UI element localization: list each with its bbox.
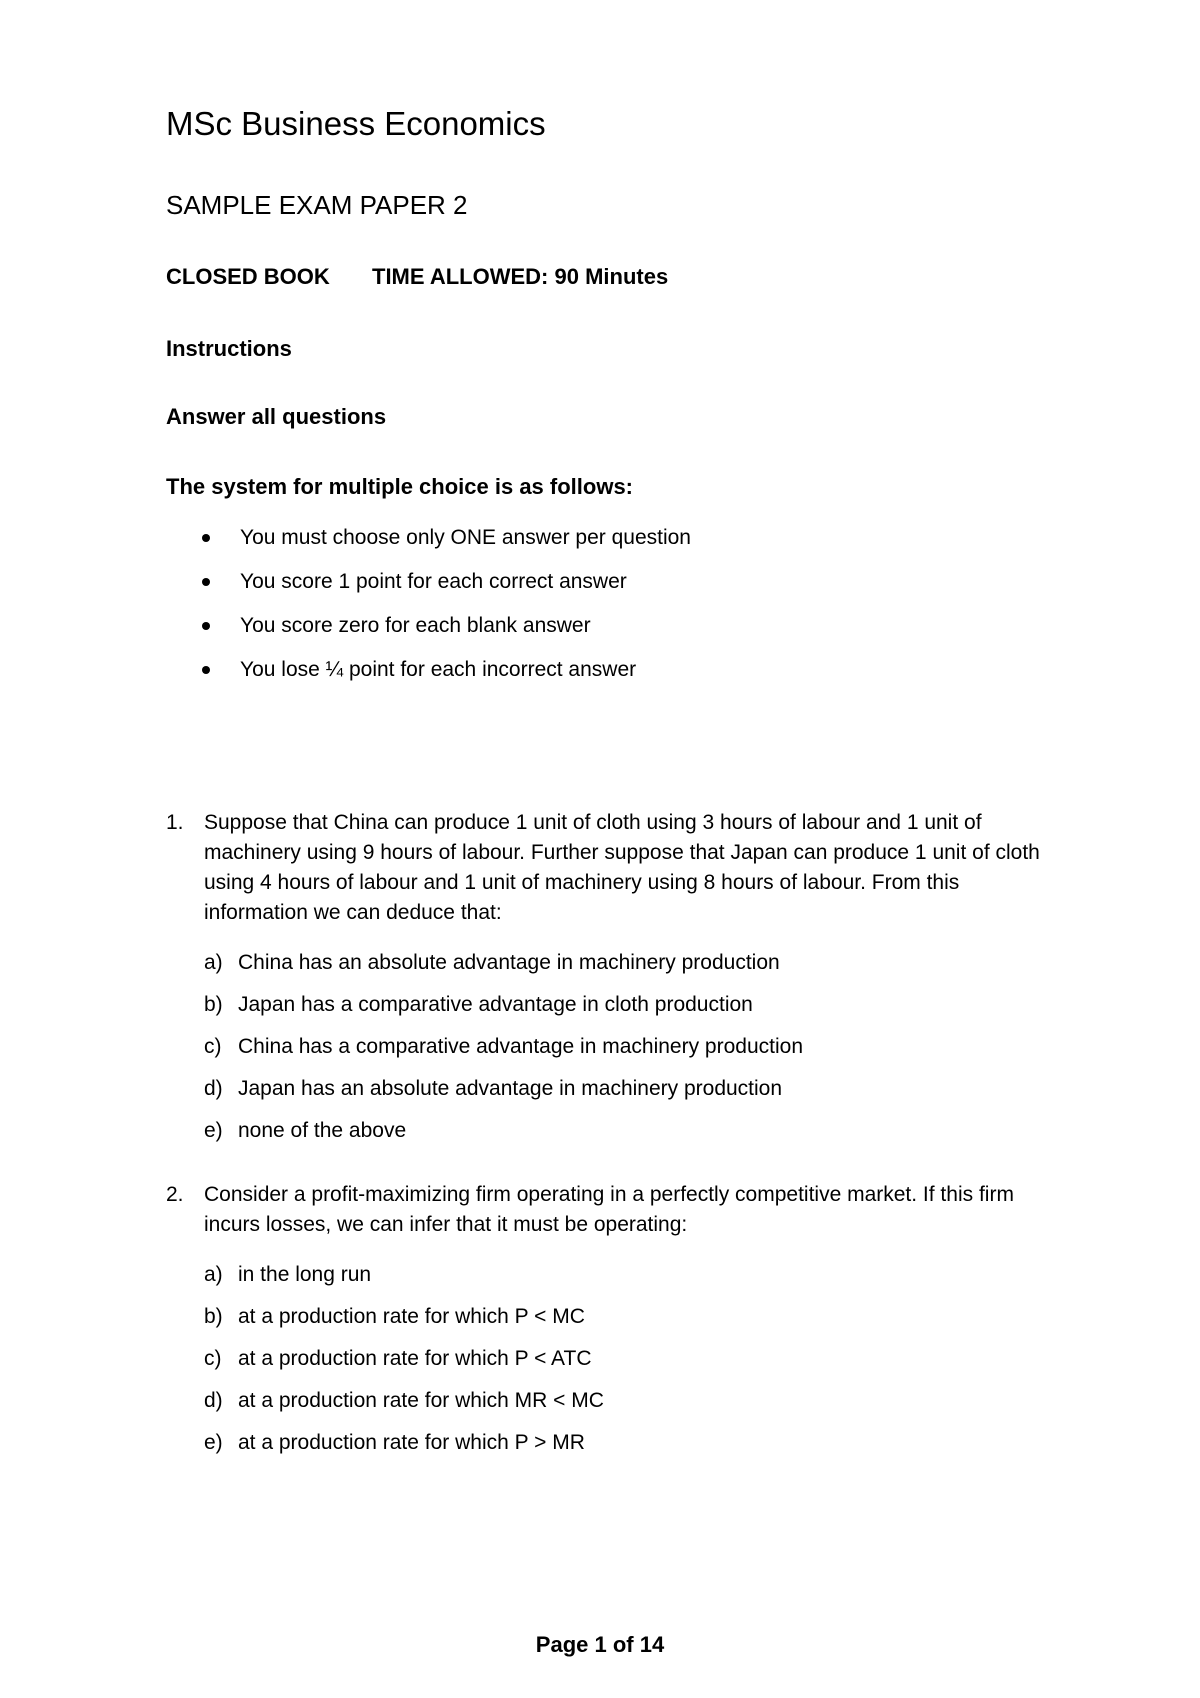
option-text: China has an absolute advantage in machinery production bbox=[238, 951, 780, 974]
scoring-rule-text: You must choose only ONE answer per question bbox=[240, 526, 691, 549]
option-text: China has a comparative advantage in machinery production bbox=[238, 1035, 804, 1058]
option-text: in the long run bbox=[238, 1263, 372, 1286]
closed-book-label: CLOSED BOOK bbox=[166, 264, 330, 289]
scoring-rule bbox=[196, 516, 691, 560]
document-title: MSc Business Economics bbox=[166, 105, 546, 142]
question-text: Suppose that China can produce 1 unit of cloth using 3 hours of labour and 1 unit of machinery using 9 hours of labour. Further suppose that Japan can produce 1 unit of cloth using 4 hours of labour and 1 unit of machinery using 8 hours of labour. From this information we can deduce that: bbox=[204, 811, 1040, 924]
option-text: at a production rate for which P < MC bbox=[238, 1305, 585, 1328]
question-text: Consider a profit-maximizing firm operating in a perfectly competitive market. If this firm incurs losses, we can infer that it must be operating: bbox=[204, 1183, 1014, 1236]
question-stem bbox=[166, 1180, 1046, 1240]
option-letter: e) bbox=[204, 1119, 223, 1142]
question-2 bbox=[166, 1180, 1046, 1464]
time-allowed-label: TIME ALLOWED: 90 Minutes bbox=[372, 264, 669, 289]
answer-option-c[interactable] bbox=[166, 1026, 1046, 1068]
option-text: at a production rate for which MR < MC bbox=[238, 1389, 604, 1412]
answer-option-a[interactable] bbox=[166, 1254, 1046, 1296]
question-stem bbox=[166, 808, 1046, 928]
answer-option-d[interactable] bbox=[166, 1068, 1046, 1110]
page-number: Page 1 of 14 bbox=[535, 1632, 665, 1657]
bullet-icon bbox=[202, 622, 210, 630]
bullet-icon bbox=[202, 666, 210, 674]
question-number: 2. bbox=[166, 1183, 184, 1206]
scoring-rule-text: You lose ¼ point for each incorrect answer bbox=[240, 658, 637, 681]
option-letter: d) bbox=[204, 1389, 223, 1412]
answer-option-e[interactable] bbox=[166, 1110, 1046, 1152]
document-subtitle: SAMPLE EXAM PAPER 2 bbox=[166, 190, 468, 220]
answer-option-a[interactable] bbox=[166, 942, 1046, 984]
answer-option-e[interactable] bbox=[166, 1422, 1046, 1464]
option-letter: c) bbox=[204, 1347, 222, 1370]
option-letter: b) bbox=[204, 993, 223, 1016]
option-text: Japan has an absolute advantage in machinery production bbox=[238, 1077, 783, 1100]
option-letter: d) bbox=[204, 1077, 223, 1100]
question-1 bbox=[166, 808, 1046, 1152]
bullet-icon bbox=[202, 534, 210, 542]
scoring-rule bbox=[196, 604, 691, 648]
answer-option-d[interactable] bbox=[166, 1380, 1046, 1422]
option-text: at a production rate for which P > MR bbox=[238, 1431, 585, 1454]
scoring-system-heading: The system for multiple choice is as follows: bbox=[166, 474, 634, 499]
answer-option-b[interactable] bbox=[166, 984, 1046, 1026]
scoring-rule-text: You score zero for each blank answer bbox=[240, 614, 591, 637]
answer-all-instruction: Answer all questions bbox=[166, 404, 387, 429]
scoring-rule-text: You score 1 point for each correct answer bbox=[240, 570, 627, 593]
option-text: at a production rate for which P < ATC bbox=[238, 1347, 592, 1370]
scoring-rule bbox=[196, 648, 691, 692]
scoring-rule bbox=[196, 560, 691, 604]
answer-options bbox=[166, 942, 1046, 1152]
option-letter: c) bbox=[204, 1035, 222, 1058]
option-letter: b) bbox=[204, 1305, 223, 1328]
option-text: Japan has a comparative advantage in cloth production bbox=[238, 993, 753, 1016]
option-letter: a) bbox=[204, 951, 223, 974]
answer-option-c[interactable] bbox=[166, 1338, 1046, 1380]
answer-options bbox=[166, 1254, 1046, 1464]
answer-option-b[interactable] bbox=[166, 1296, 1046, 1338]
option-letter: a) bbox=[204, 1263, 223, 1286]
option-text: none of the above bbox=[238, 1119, 407, 1142]
instructions-heading: Instructions bbox=[166, 336, 292, 361]
scoring-rules-list bbox=[196, 516, 691, 692]
bullet-icon bbox=[202, 578, 210, 586]
question-number: 1. bbox=[166, 811, 184, 834]
option-letter: e) bbox=[204, 1431, 223, 1454]
